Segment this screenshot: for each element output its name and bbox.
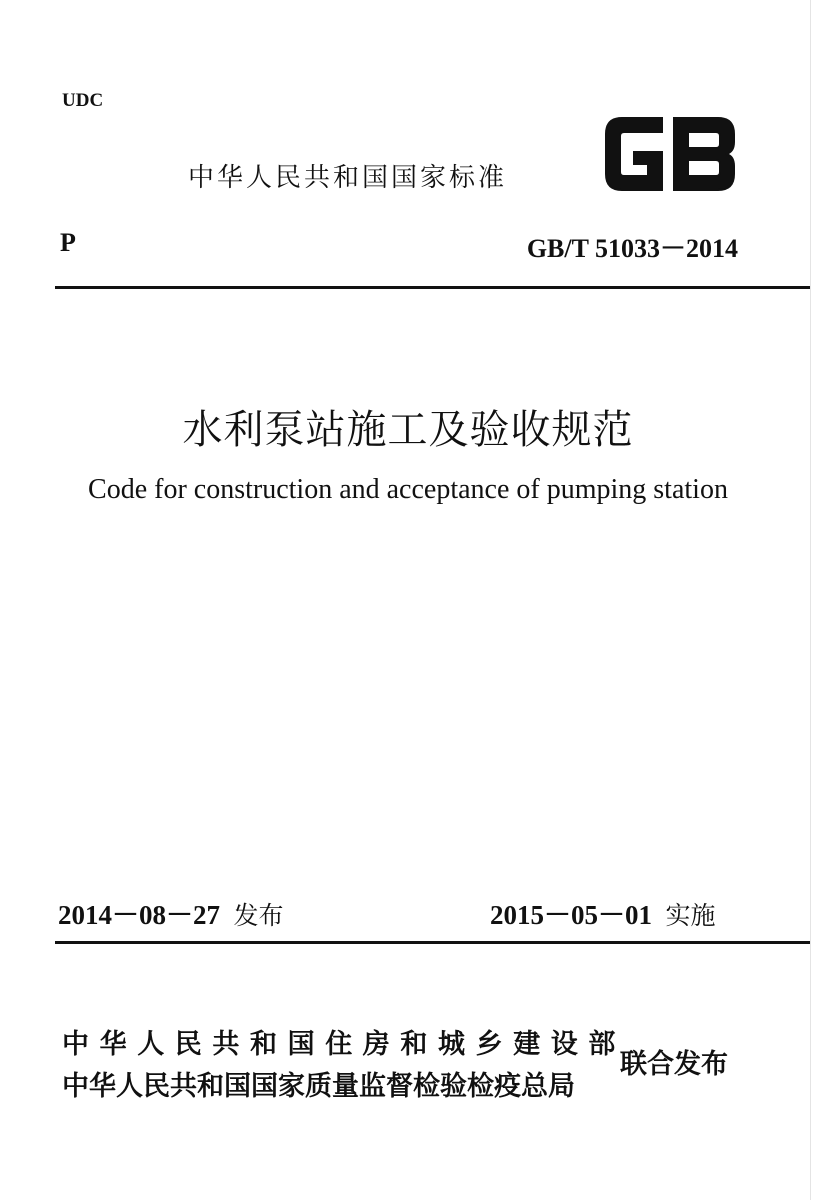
joint-publish-label: 联合发布 [620,1049,728,1080]
effective-date-block [490,893,716,932]
standard-number: GB/T 51033－2014 [526,234,738,263]
standard-type: 中华人民共和国国家标准 [188,163,508,193]
document-title-cn: 水利泵站施工及验收规范 [182,407,634,453]
divider-bottom [55,941,810,944]
publish-label: 发布 [233,901,284,930]
divider-top [55,286,810,289]
document-title-en: Code for construction and acceptance of pumping station [88,474,728,505]
effective-label: 实施 [665,901,716,930]
gb-logo-icon [600,112,740,196]
page-edge [810,0,811,1200]
publish-date-block [58,893,284,932]
udc-label: UDC [62,90,104,111]
category-code: P [60,228,76,257]
publish-date: 2014－08－27 [58,900,220,930]
issuer-aqsiq: 中华人民共和国国家质量监督检验检疫总局 [62,1071,575,1102]
issuer-mohurd: 中华人民共和国住房和城乡建设部 [62,1029,626,1060]
gb-logo-text: GB [670,162,672,163]
effective-date: 2015－05－01 [490,900,652,930]
